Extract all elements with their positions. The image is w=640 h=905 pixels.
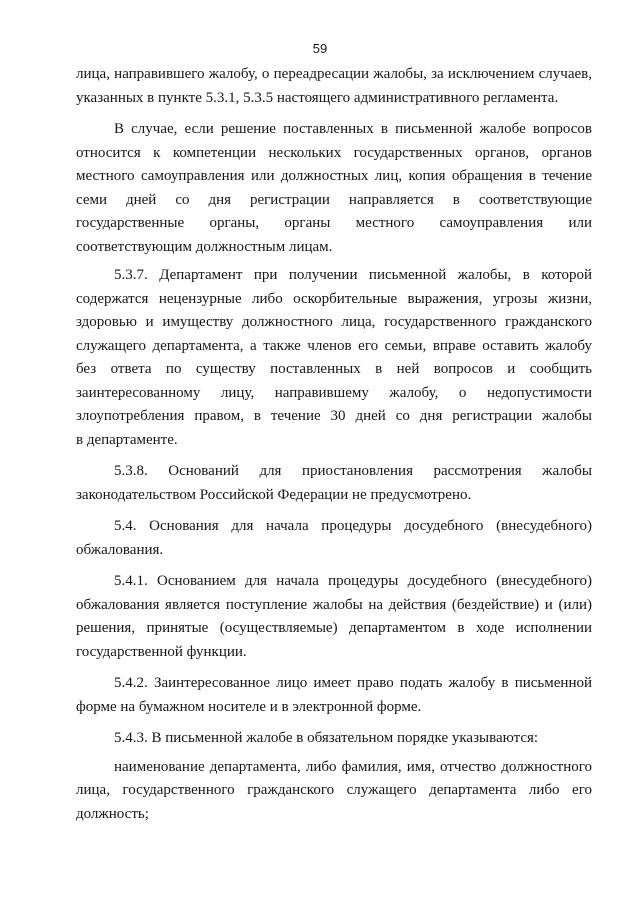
- text-line: лица, направившего жалобу, о переадресации жалобы, за исключением случаев,: [76, 66, 592, 82]
- text-line: 5.3.7. Департамент при получении письменной жалобы, в которой: [114, 267, 592, 283]
- text-line: обжалования.: [76, 541, 164, 558]
- text-line: обжалования является поступление жалобы на действия (бездействие) и (или): [76, 596, 592, 613]
- paragraph: [76, 118, 592, 259]
- text-line: 5.4.2. Заинтересованное лицо имеет право подать жалобу в письменной: [114, 675, 592, 691]
- text-line: относится к компетенции нескольких государственных органов, органов: [76, 144, 592, 161]
- text-line: наименование департамента, либо фамилия, имя, отчество должностного: [114, 758, 592, 775]
- text-line: В случае, если решение поставленных в письменной жалобе вопросов: [114, 121, 592, 137]
- text-line: злоупотребления правом, в течение 30 дней со дня регистрации жалобы: [76, 408, 592, 424]
- paragraph: [76, 570, 592, 664]
- paragraph: [76, 515, 592, 562]
- paragraph: [76, 63, 592, 110]
- text-line: форме на бумажном носителе и в электронной форме.: [76, 698, 422, 715]
- text-line: законодательством Российской Федерации не предусмотрено.: [76, 486, 472, 503]
- paragraph: [76, 460, 592, 507]
- text-line: 5.3.8. Оснований для приостановления рассмотрения жалобы: [114, 463, 592, 479]
- text-line: указанных в пункте 5.3.1, 5.3.5 настоящего административного регламента.: [76, 89, 559, 106]
- text-line: здоровью и имуществу должностного лица, государственного гражданского: [76, 314, 592, 330]
- paragraph: [76, 756, 592, 827]
- text-line: содержатся нецензурные либо оскорбительные выражения, угрозы жизни,: [76, 290, 592, 307]
- text-line: 5.4. Основания для начала процедуры досудебного (внесудебного): [114, 518, 592, 534]
- page-number: 59: [312, 41, 328, 56]
- text-line: должность;: [76, 805, 149, 822]
- text-line: заинтересованному лицу, направившему жалобу, о недопустимости: [76, 384, 592, 401]
- paragraph: [76, 672, 592, 719]
- text-line: государственной функции.: [76, 643, 247, 660]
- text-line: в департаменте.: [76, 431, 178, 448]
- text-line: соответствующим должностным лицам.: [76, 238, 333, 255]
- document-body: [76, 63, 592, 826]
- text-line: без ответа по существу поставленных в ней вопросов и сообщить: [76, 361, 592, 377]
- text-line: 5.4.1. Основанием для начала процедуры досудебного (внесудебного): [114, 573, 592, 589]
- text-line: решения, принятые (осуществляемые) департаментом в ходе исполнении: [76, 620, 592, 636]
- text-line: служащего департамента, а также членов его семьи, вправе оставить жалобу: [76, 337, 592, 354]
- text-line: 5.4.3. В письменной жалобе в обязательном порядке указываются:: [114, 730, 539, 746]
- text-line: семи дней со дня регистрации направляется в соответствующие: [76, 191, 592, 208]
- text-line: государственные органы, органы местного самоуправления или: [76, 215, 592, 231]
- paragraph: [76, 264, 592, 452]
- text-line: местного самоуправления или должностных лиц, копия обращения в течение: [76, 168, 592, 184]
- paragraph: [76, 727, 592, 751]
- text-line: лица, государственного гражданского служащего департамента либо его: [76, 782, 592, 798]
